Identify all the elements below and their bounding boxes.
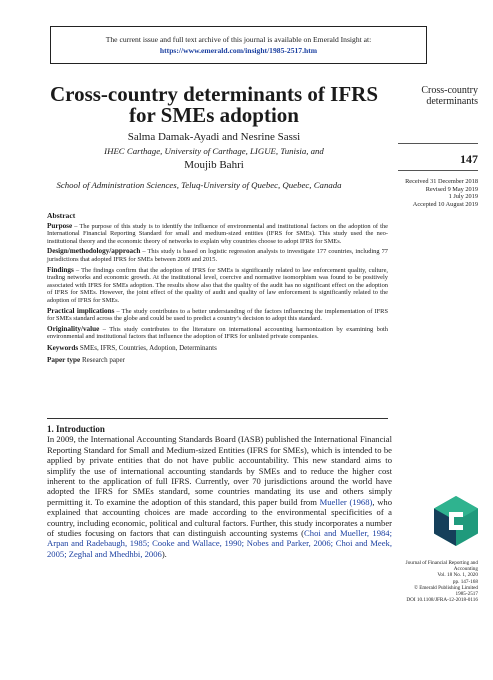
author-affiliation-2: School of Administration Sciences, Teluq-University of Quebec, Quebec, Canada [56,180,342,190]
date-revised: Revised 9 May 2019 [425,185,478,193]
copyright: © Emerald Publishing Limited [413,584,478,591]
abstract-design: Design/methodology/approach – This study is based on logistic regression analysis to investigate 177 countries, including 77 jurisdictions that adopted IFRS for SMEs between 2009 and 2015. [47,247,388,263]
banner-text: The current issue and full text archive of this journal is available on Emerald Insight at: [105,35,372,44]
date-revised-2: 1 July 2019 [448,193,478,200]
author-block [40,130,388,172]
abstract-heading: Abstract [47,211,76,220]
sidebar-rule [398,143,478,144]
abstract-practical: Practical implications – The study contributes to a better understanding of the factors influencing the implementation of IFRS for SMEs standard across the globe and could be used to predict a country’s decision to adopt this standard. [47,306,389,323]
date-accepted: Accepted 10 August 2019 [412,200,478,208]
paper-type: Paper type Research paper [47,355,125,364]
access-banner [50,26,427,64]
journal-volume: Vol. 18 No. 1, 2020 [437,572,478,579]
author-name-2: Moujib Bahri [184,159,244,171]
journal-name-cont: Accounting [453,566,478,573]
abstract-findings: Findings – The findings confirm that the adoption of IFRS for SMEs is significantly related to law enforcement quality, culture, trading networks and economic growth. At the institutional level, coercive and normative isomorphism was found to be positively associated with IFRS for SMEs adoption. The results show also that the quality of the audit has no significant effect on the adoption of IFRS for SMEs. However, the joint effect of the quality of audit and quality of law enforcement is significantly related to the adoption of IFRS for SMEs. [47,265,388,304]
citation-link[interactable]: Choi and Mueller, 1984; Arpan and Radebaugh, 1985; Cooke and Wallace, 1990; Nobes and Parker, 2006; Choi and Meek, 2005; Zeghal and Mhedhbi, 2006 [47,528,392,559]
journal-link[interactable]: https://www.emerald.com/insight/1985-2517.htm [159,46,318,55]
author-affiliation-1: IHEC Carthage, University of Carthage, LIGUE, Tunisia, and [104,146,324,156]
introduction [47,424,392,559]
doi[interactable]: DOI 10.1108/JFRA-12-2018-0116 [406,597,478,604]
issn: 1985-2517 [455,591,478,598]
page-number: 147 [460,152,478,166]
running-title: Cross-country determinants [421,85,478,107]
author-names: Salma Damak-Ayadi and Nesrine Sassi [127,131,301,143]
keywords: Keywords SMEs, IFRS, Countries, Adoption, Determinants [47,343,217,352]
journal-pages: pp. 147-168 [452,578,478,585]
journal-name: Journal of Financial Reporting and [405,560,478,566]
abstract-purpose: Purpose – The purpose of this study is to identify the influence of environmental and institutional factors on the adoption of the International Financial Reporting Standard for small and medium-sized entities (IFRS for SMEs). This study used the neo-institutional theory and the economic theory of networks to explain why countries choose to adopt IFRS for SMEs. [47,221,388,245]
intro-text-1: In 2009, the International Accounting Standards Board (IASB) published the International Financial Reporting Standard for Small and Medium-sized Entities (IFRS for SMEs), which is intended to be applied by private entities that do not have public accountability. This new standard aims to simplify the use of international accounting standards by SMEs and to reduce the higher cost inherent to the application of full IFRS. Currently, over 70 jurisdictions around the world have adopted the IFRS for SMEs standard, some countries mandating its use and others simply permitting it. To examine the adoption of this standard, this paper build from [47,434,392,507]
article-title: Cross-country determinants of IFRS for SMEs adoption [49,82,378,127]
section-divider [47,418,388,419]
section-heading: 1. Introduction [47,424,105,434]
history-dates [398,178,478,208]
publisher-logo-icon [434,496,478,546]
date-received: Received 31 December 2018 [405,178,478,185]
intro-text-2: , who explained that accounting choices are made according to the environmental specificities of a country, including economic, political and cultural factors. Further, this study incorporates a number of studies focusing on factors that can distinguish accounting systems ( [47,496,393,539]
citation-link[interactable]: Mueller (1968) [319,496,373,507]
abstract [47,212,388,367]
sidebar-rule [398,170,478,171]
journal-info [398,560,478,603]
intro-text-3: ). [161,548,167,559]
abstract-originality: Originality/value – This study contributes to the literature on international accounting harmonization by examining both environmental and institutional factors that influence the adoption of IFRS for unlisted private companies. [47,324,388,341]
